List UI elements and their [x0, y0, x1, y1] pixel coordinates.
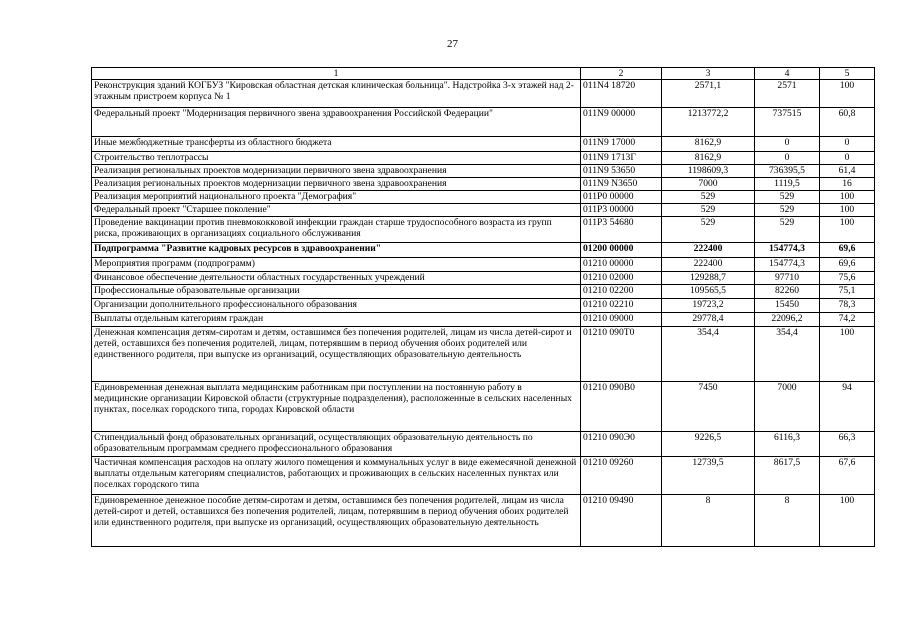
row-actual-cell: 15450	[755, 299, 820, 313]
row-code-cell: 011N9 N3650	[581, 178, 662, 191]
table-row	[92, 80, 875, 108]
column-header-5: 5	[820, 68, 875, 80]
row-actual-cell: 97710	[755, 272, 820, 285]
row-plan-cell: 529	[662, 204, 755, 217]
row-actual-cell: 8	[755, 495, 820, 547]
row-plan-cell: 529	[662, 217, 755, 243]
row-actual-cell: 22096,2	[755, 313, 820, 327]
table-row	[92, 457, 875, 495]
row-plan-cell: 109565,5	[662, 285, 755, 299]
row-actual-cell: 154774,3	[755, 243, 820, 258]
row-actual-cell: 0	[755, 137, 820, 152]
row-plan-cell: 29778,4	[662, 313, 755, 327]
table-row	[92, 178, 875, 191]
row-code-cell: 01210 09490	[581, 495, 662, 547]
row-plan-cell: 222400	[662, 258, 755, 272]
row-name-cell: Федеральный проект "Старшее поколение"	[92, 204, 581, 217]
row-code-cell: 011N9 17000	[581, 137, 662, 152]
row-percent-cell: 60,8	[820, 108, 875, 137]
row-name-cell: Частичная компенсация расходов на оплату жилого помещения и коммунальных услуг в виде ежемесячной денежной выплаты отдельным категориям специалистов, работающих и проживающих в сельских населенных пунктах или поселках городского типа	[92, 457, 581, 495]
row-code-cell: 011P3 54680	[581, 217, 662, 243]
row-percent-cell: 100	[820, 80, 875, 108]
table-row	[92, 432, 875, 457]
row-actual-cell: 6116,3	[755, 432, 820, 457]
row-percent-cell: 16	[820, 178, 875, 191]
row-plan-cell: 129288,7	[662, 272, 755, 285]
row-percent-cell: 66,3	[820, 432, 875, 457]
row-name-cell: Стипендиальный фонд образовательных организаций, осуществляющих образовательную деятельность по образовательным программам среднего профессионального образования	[92, 432, 581, 457]
row-code-cell: 01210 09260	[581, 457, 662, 495]
row-code-cell: 01210 090В0	[581, 382, 662, 432]
table-header-row	[92, 68, 875, 80]
row-actual-cell: 354,4	[755, 327, 820, 382]
column-header-3: 3	[662, 68, 755, 80]
table-row	[92, 299, 875, 313]
row-code-cell: 01210 02200	[581, 285, 662, 299]
budget-table	[91, 67, 875, 547]
column-header-4: 4	[755, 68, 820, 80]
column-header-2: 2	[581, 68, 662, 80]
table-row	[92, 191, 875, 204]
row-name-cell: Федеральный проект "Модернизация первичного звена здравоохранения Российской Федерации"	[92, 108, 581, 137]
row-code-cell: 011N9 53650	[581, 165, 662, 178]
table-row	[92, 285, 875, 299]
row-name-cell: Проведение вакцинации против пневмококковой инфекции граждан старше трудоспособного возраста из групп риска, проживающих в организациях социального обслуживания	[92, 217, 581, 243]
row-name-cell: Финансовое обеспечение деятельности областных государственных учреждений	[92, 272, 581, 285]
row-name-cell: Единовременное денежное пособие детям-сиротам и детям, оставшимся без попечения родителей, лицам из числа детей-сирот и детей, оставшихся без попечения родителей, лицам, потерявшим в период обучения обоих родителей или единственного родителя, при выпуске из организаций, осуществляющих образовательную деятельность	[92, 495, 581, 547]
column-header-1: 1	[92, 68, 581, 80]
row-plan-cell: 8162,9	[662, 137, 755, 152]
row-code-cell: 011P3 00000	[581, 204, 662, 217]
table-row	[92, 313, 875, 327]
table-row	[92, 495, 875, 547]
table-row	[92, 108, 875, 137]
row-code-cell: 01210 090Э0	[581, 432, 662, 457]
table-row	[92, 258, 875, 272]
row-code-cell: 01210 00000	[581, 258, 662, 272]
row-actual-cell: 1119,5	[755, 178, 820, 191]
page-number: 27	[447, 38, 458, 50]
row-code-cell: 01210 02210	[581, 299, 662, 313]
row-code-cell: 011P0 00000	[581, 191, 662, 204]
row-plan-cell: 9226,5	[662, 432, 755, 457]
row-actual-cell: 529	[755, 191, 820, 204]
row-plan-cell: 2571,1	[662, 80, 755, 108]
row-plan-cell: 12739,5	[662, 457, 755, 495]
table-row	[92, 272, 875, 285]
row-name-cell: Выплаты отдельным категориям граждан	[92, 313, 581, 327]
row-actual-cell: 2571	[755, 80, 820, 108]
table-row	[92, 327, 875, 382]
row-code-cell: 01200 00000	[581, 243, 662, 258]
row-actual-cell: 737515	[755, 108, 820, 137]
row-percent-cell: 100	[820, 191, 875, 204]
row-code-cell: 01210 090Т0	[581, 327, 662, 382]
row-percent-cell: 75,1	[820, 285, 875, 299]
row-percent-cell: 75,6	[820, 272, 875, 285]
row-percent-cell: 61,4	[820, 165, 875, 178]
row-name-cell: Строительство теплотрассы	[92, 152, 581, 165]
row-percent-cell: 100	[820, 327, 875, 382]
row-percent-cell: 67,6	[820, 457, 875, 495]
row-percent-cell: 0	[820, 137, 875, 152]
row-percent-cell: 94	[820, 382, 875, 432]
row-plan-cell: 8	[662, 495, 755, 547]
row-percent-cell: 100	[820, 204, 875, 217]
row-name-cell: Реконструкция зданий КОГБУЗ "Кировская областная детская клиническая больница". Надстройка 3-х этажей над 2-этажным пристроем корпуса № 1	[92, 80, 581, 108]
row-code-cell: 011N9 00000	[581, 108, 662, 137]
row-plan-cell: 19723,2	[662, 299, 755, 313]
row-percent-cell: 74,2	[820, 313, 875, 327]
table-row	[92, 217, 875, 243]
table-row	[92, 137, 875, 152]
row-code-cell: 011N9 1713Г	[581, 152, 662, 165]
row-percent-cell: 100	[820, 495, 875, 547]
row-plan-cell: 529	[662, 191, 755, 204]
row-name-cell: Подпрограмма "Развитие кадровых ресурсов в здравоохранении"	[92, 243, 581, 258]
row-code-cell: 01210 02000	[581, 272, 662, 285]
table-row	[92, 152, 875, 165]
row-actual-cell: 736395,5	[755, 165, 820, 178]
row-plan-cell: 8162,9	[662, 152, 755, 165]
row-name-cell: Денежная компенсация детям-сиротам и детям, оставшимся без попечения родителей, лицам из числа детей-сирот и детей, оставшихся без попечения родителей, лицам, потерявшим в период обучения обоих родителей или единственного родителя, при выпуске из организаций, осуществляющих образовательную деятельность	[92, 327, 581, 382]
row-actual-cell: 529	[755, 204, 820, 217]
row-name-cell: Реализация региональных проектов модернизации первичного звена здравоохранения	[92, 165, 581, 178]
row-plan-cell: 354,4	[662, 327, 755, 382]
row-plan-cell: 7000	[662, 178, 755, 191]
row-percent-cell: 69,6	[820, 258, 875, 272]
row-actual-cell: 82260	[755, 285, 820, 299]
row-name-cell: Единовременная денежная выплата медицинским работникам при поступлении на постоянную работу в медицинские организации Кировской области (структурные подразделения), расположенные в сельских населенных пунктах, поселках городского типа, городах Кировской области	[92, 382, 581, 432]
row-percent-cell: 0	[820, 152, 875, 165]
row-percent-cell: 78,3	[820, 299, 875, 313]
table-row	[92, 204, 875, 217]
row-name-cell: Организации дополнительного профессионального образования	[92, 299, 581, 313]
row-percent-cell: 69,6	[820, 243, 875, 258]
table-row	[92, 165, 875, 178]
row-name-cell: Иные межбюджетные трансферты из областного бюджета	[92, 137, 581, 152]
table-row	[92, 243, 875, 258]
row-actual-cell: 0	[755, 152, 820, 165]
row-actual-cell: 154774,3	[755, 258, 820, 272]
row-plan-cell: 222400	[662, 243, 755, 258]
row-name-cell: Реализация региональных проектов модернизации первичного звена здравоохранения	[92, 178, 581, 191]
row-actual-cell: 529	[755, 217, 820, 243]
row-name-cell: Реализация мероприятий национального проекта "Демография"	[92, 191, 581, 204]
row-name-cell: Мероприятия программ (подпрограмм)	[92, 258, 581, 272]
row-actual-cell: 7000	[755, 382, 820, 432]
row-actual-cell: 8617,5	[755, 457, 820, 495]
row-name-cell: Профессиональные образовательные организации	[92, 285, 581, 299]
row-percent-cell: 100	[820, 217, 875, 243]
row-plan-cell: 7450	[662, 382, 755, 432]
row-code-cell: 01210 09000	[581, 313, 662, 327]
row-plan-cell: 1213772,2	[662, 108, 755, 137]
row-code-cell: 011N4 18720	[581, 80, 662, 108]
row-plan-cell: 1198609,3	[662, 165, 755, 178]
table-row	[92, 382, 875, 432]
